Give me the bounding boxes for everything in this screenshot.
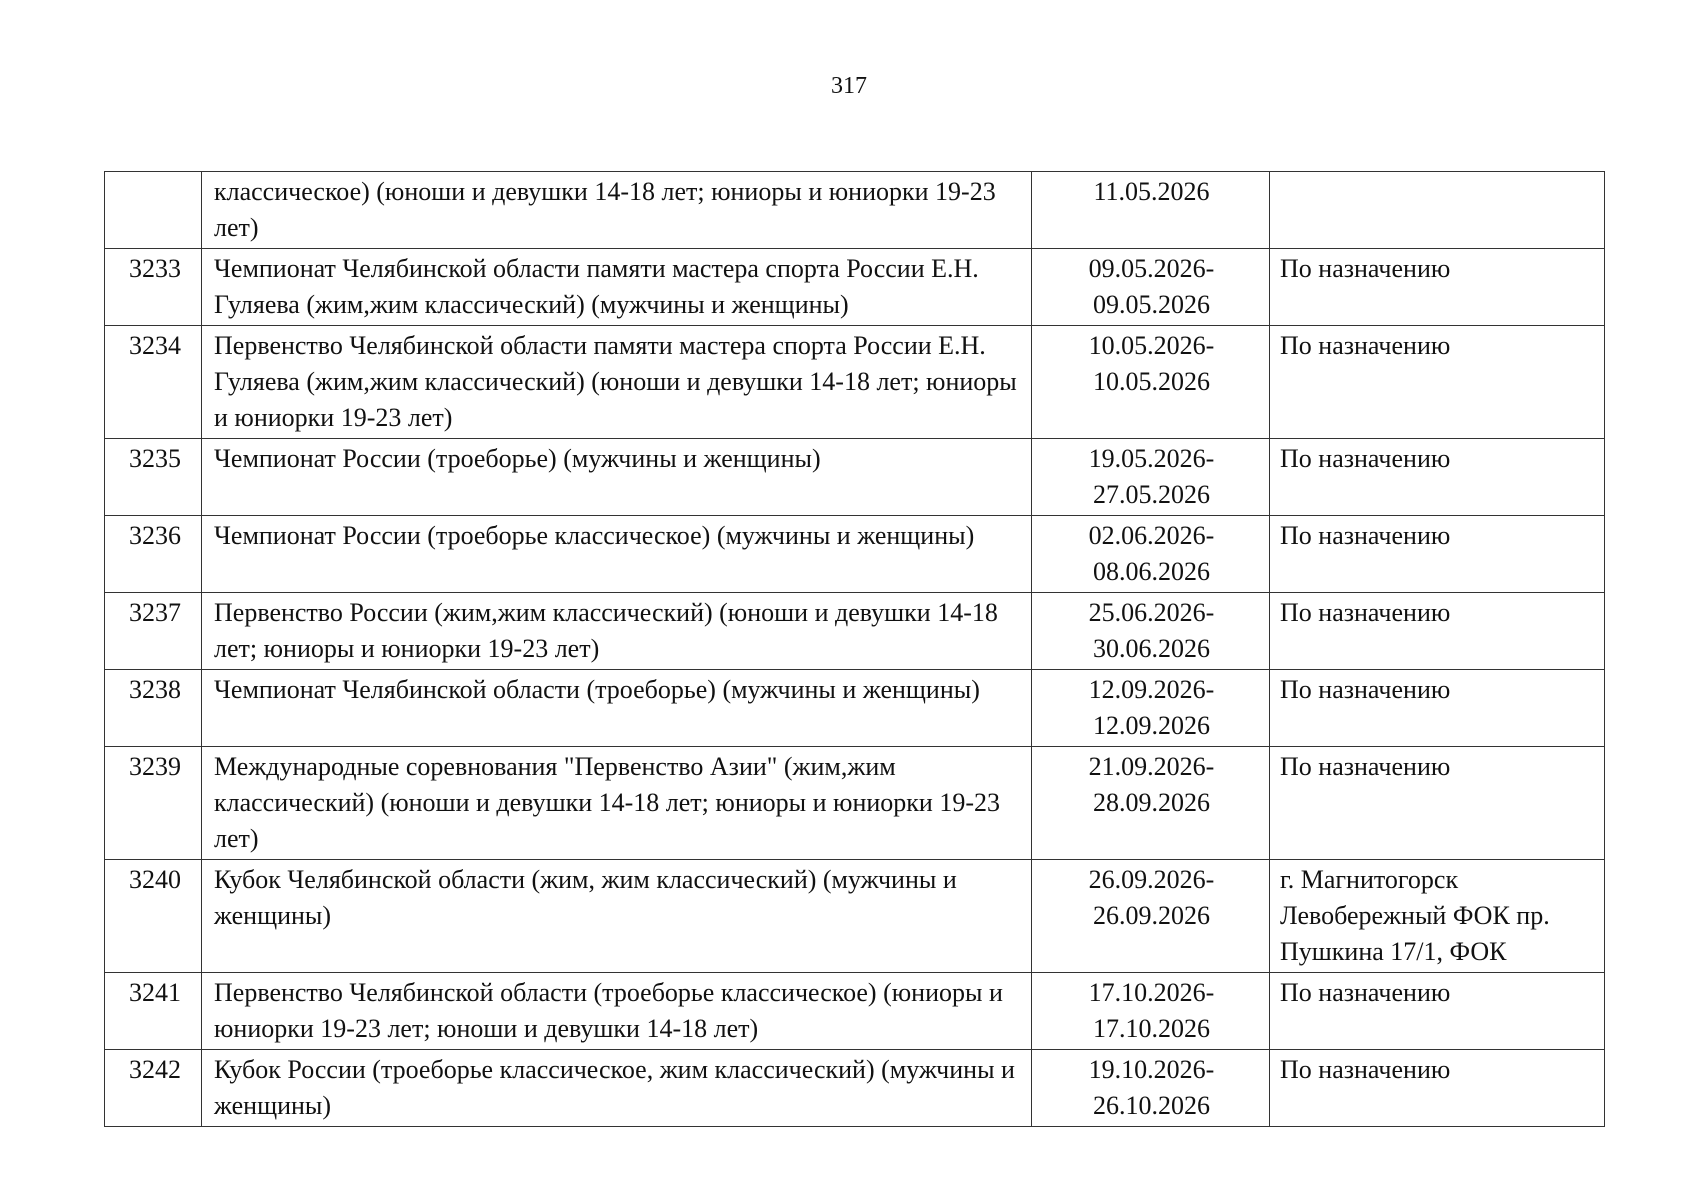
event-name: Кубок Челябинской области (жим, жим классический) (мужчины и женщины) <box>202 860 1032 973</box>
event-place: По назначению <box>1270 439 1605 516</box>
row-number: 3239 <box>105 747 202 860</box>
event-name: Первенство Челябинской области памяти мастера спорта России Е.Н. Гуляева (жим,жим классический) (юноши и девушки 14-18 лет; юниоры и юниорки 19-23 лет) <box>202 326 1032 439</box>
date-end: 30.06.2026 <box>1093 634 1210 663</box>
events-table <box>104 171 1605 1127</box>
date-end: 26.10.2026 <box>1093 1091 1210 1120</box>
event-place: По назначению <box>1270 747 1605 860</box>
event-place <box>1270 172 1605 249</box>
table-row <box>105 860 1605 973</box>
row-number: 3237 <box>105 593 202 670</box>
event-dates <box>1032 249 1270 326</box>
event-place: г. Магнитогорск Левобережный ФОК пр. Пушкина 17/1, ФОК <box>1270 860 1605 973</box>
date-start: 19.05.2026- <box>1088 444 1215 473</box>
date-start: 11.05.2026 <box>1093 177 1210 206</box>
date-start: 26.09.2026- <box>1088 865 1215 894</box>
row-number: 3238 <box>105 670 202 747</box>
date-start: 25.06.2026- <box>1088 598 1215 627</box>
event-place: По назначению <box>1270 326 1605 439</box>
row-number <box>105 172 202 249</box>
event-place: По назначению <box>1270 593 1605 670</box>
event-dates <box>1032 860 1270 973</box>
date-end: 17.10.2026 <box>1093 1014 1210 1043</box>
event-name: классическое) (юноши и девушки 14-18 лет; юниоры и юниорки 19-23 лет) <box>202 172 1032 249</box>
date-end: 27.05.2026 <box>1093 480 1210 509</box>
event-name: Первенство Челябинской области (троеборье классическое) (юниоры и юниорки 19-23 лет; юноши и девушки 14-18 лет) <box>202 973 1032 1050</box>
table-row <box>105 516 1605 593</box>
table-row <box>105 670 1605 747</box>
event-dates <box>1032 747 1270 860</box>
event-place: По назначению <box>1270 973 1605 1050</box>
table-row <box>105 326 1605 439</box>
date-start: 09.05.2026- <box>1088 254 1215 283</box>
event-name: Первенство России (жим,жим классический) (юноши и девушки 14-18 лет; юниоры и юниорки 19-23 лет) <box>202 593 1032 670</box>
table-row <box>105 439 1605 516</box>
date-end: 28.09.2026 <box>1093 788 1210 817</box>
date-start: 17.10.2026- <box>1088 978 1215 1007</box>
row-number: 3241 <box>105 973 202 1050</box>
event-dates <box>1032 439 1270 516</box>
date-end: 12.09.2026 <box>1093 711 1210 740</box>
event-dates <box>1032 670 1270 747</box>
event-name: Чемпионат Челябинской области памяти мастера спорта России Е.Н. Гуляева (жим,жим классический) (мужчины и женщины) <box>202 249 1032 326</box>
date-end: 10.05.2026 <box>1093 367 1210 396</box>
event-place: По назначению <box>1270 1050 1605 1127</box>
page-number: 317 <box>831 73 867 99</box>
date-start: 10.05.2026- <box>1088 331 1215 360</box>
row-number: 3233 <box>105 249 202 326</box>
row-number: 3236 <box>105 516 202 593</box>
date-start: 02.06.2026- <box>1088 521 1215 550</box>
table-row <box>105 172 1605 249</box>
row-number: 3235 <box>105 439 202 516</box>
event-dates <box>1032 326 1270 439</box>
date-start: 21.09.2026- <box>1088 752 1215 781</box>
table-row <box>105 249 1605 326</box>
table-row <box>105 593 1605 670</box>
date-end: 26.09.2026 <box>1093 901 1210 930</box>
row-number: 3240 <box>105 860 202 973</box>
row-number: 3242 <box>105 1050 202 1127</box>
table-row <box>105 1050 1605 1127</box>
event-dates <box>1032 973 1270 1050</box>
event-name: Чемпионат России (троеборье классическое) (мужчины и женщины) <box>202 516 1032 593</box>
event-place: По назначению <box>1270 516 1605 593</box>
event-name: Чемпионат России (троеборье) (мужчины и женщины) <box>202 439 1032 516</box>
event-name: Чемпионат Челябинской области (троеборье) (мужчины и женщины) <box>202 670 1032 747</box>
event-dates <box>1032 593 1270 670</box>
event-dates <box>1032 1050 1270 1127</box>
row-number: 3234 <box>105 326 202 439</box>
event-place: По назначению <box>1270 670 1605 747</box>
date-end: 08.06.2026 <box>1093 557 1210 586</box>
event-dates <box>1032 172 1270 249</box>
event-name: Международные соревнования "Первенство Азии" (жим,жим классический) (юноши и девушки 14-18 лет; юниоры и юниорки 19-23 лет) <box>202 747 1032 860</box>
date-end: 09.05.2026 <box>1093 290 1210 319</box>
date-start: 19.10.2026- <box>1088 1055 1215 1084</box>
date-start: 12.09.2026- <box>1088 675 1215 704</box>
table-row <box>105 747 1605 860</box>
table-row <box>105 973 1605 1050</box>
event-place: По назначению <box>1270 249 1605 326</box>
event-dates <box>1032 516 1270 593</box>
event-name: Кубок России (троеборье классическое, жим классический) (мужчины и женщины) <box>202 1050 1032 1127</box>
